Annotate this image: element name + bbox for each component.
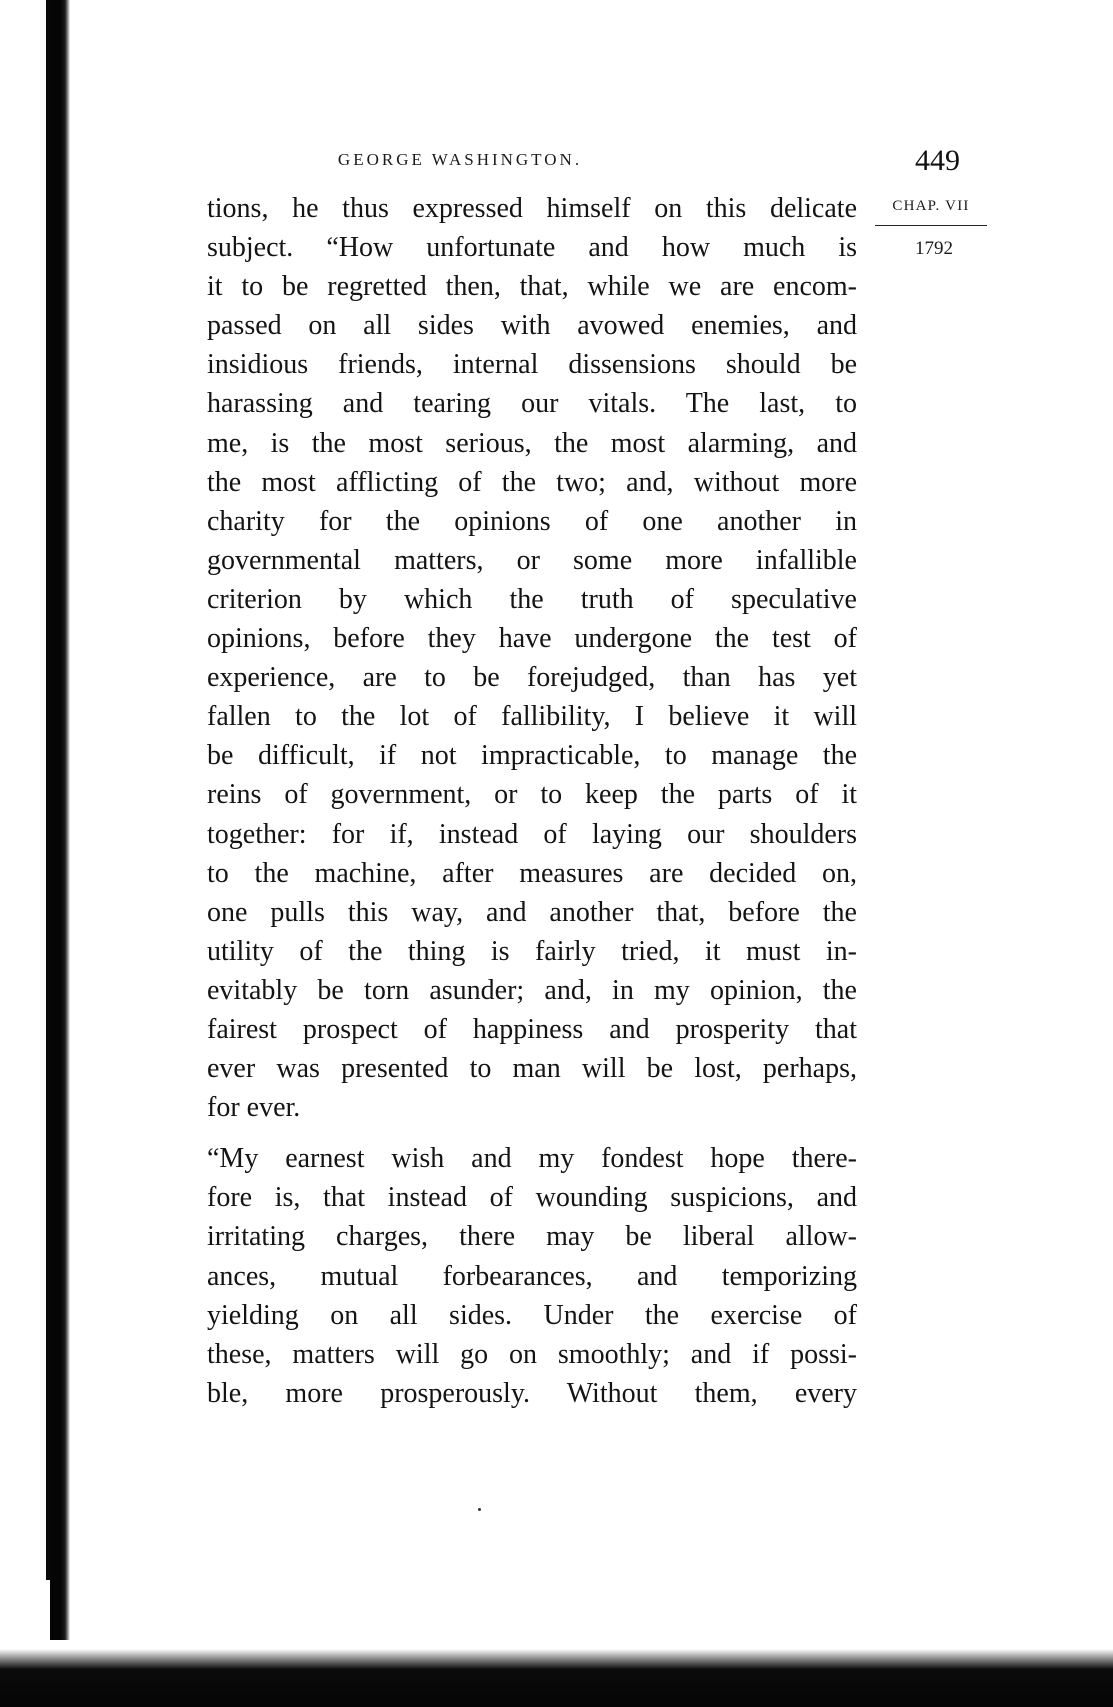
text-line: together: for if, instead of laying our shoulders	[207, 818, 857, 850]
text-line: reins of government, or to keep the parts of it	[207, 779, 857, 811]
text-line: fore is, that instead of wounding suspicions, and	[207, 1182, 857, 1214]
text-line: the most afflicting of the two; and, without more	[207, 466, 857, 498]
text-line: criterion by which the truth of speculative	[207, 583, 857, 615]
body-text	[207, 189, 857, 1413]
text-line: one pulls this way, and another that, before the	[207, 896, 857, 928]
margin-year: 1792	[915, 238, 953, 259]
text-line: charity for the opinions of one another in	[207, 505, 857, 537]
text-line: ances, mutual forbearances, and temporizing	[207, 1260, 857, 1292]
binding-edge	[50, 0, 70, 1640]
paragraph-gap	[207, 1127, 857, 1139]
text-line: irritating charges, there may be liberal allow-	[207, 1221, 857, 1253]
text-line: it to be regretted then, that, while we are encom-	[207, 271, 857, 303]
text-line: these, matters will go on smoothly; and if possi-	[207, 1338, 857, 1370]
text-line: for ever.	[207, 1092, 301, 1124]
text-line: fallen to the lot of fallibility, I believe it will	[207, 701, 857, 733]
scan-speck	[478, 1508, 481, 1511]
text-line: opinions, before they have undergone the test of	[207, 623, 857, 655]
page-number: 449	[915, 144, 960, 177]
running-head: GEORGE WASHINGTON.	[337, 150, 583, 169]
text-line: passed on all sides with avowed enemies, and	[207, 310, 857, 342]
text-line: ever was presented to man will be lost, perhaps,	[207, 1053, 857, 1085]
text-line: subject. “How unfortunate and how much is	[207, 232, 857, 264]
text-line: tions, he thus expressed himself on this delicate	[207, 193, 857, 224]
text-line: fairest prospect of happiness and prosperity that	[207, 1013, 857, 1045]
margin-chapter: CHAP. VII	[875, 198, 987, 226]
text-line: yielding on all sides. Under the exercise of	[207, 1299, 857, 1331]
scan-bottom-edge	[0, 1649, 1113, 1707]
margin-note	[875, 198, 987, 260]
text-line: ble, more prosperously. Without them, every	[207, 1377, 857, 1409]
text-line: utility of the thing is fairly tried, it must in-	[207, 935, 857, 967]
text-line: me, is the most serious, the most alarming, and	[207, 427, 857, 459]
text-line: be difficult, if not impracticable, to manage the	[207, 740, 857, 772]
text-line: governmental matters, or some more infallible	[207, 544, 857, 576]
text-line: harassing and tearing our vitals. The last, to	[207, 388, 857, 420]
text-line: “My earnest wish and my fondest hope there-	[207, 1143, 857, 1175]
text-line: evitably be torn asunder; and, in my opinion, the	[207, 974, 857, 1006]
text-line: to the machine, after measures are decided on,	[207, 857, 857, 889]
text-line: experience, are to be forejudged, than has yet	[207, 662, 857, 694]
text-line: insidious friends, internal dissensions should be	[207, 349, 857, 381]
